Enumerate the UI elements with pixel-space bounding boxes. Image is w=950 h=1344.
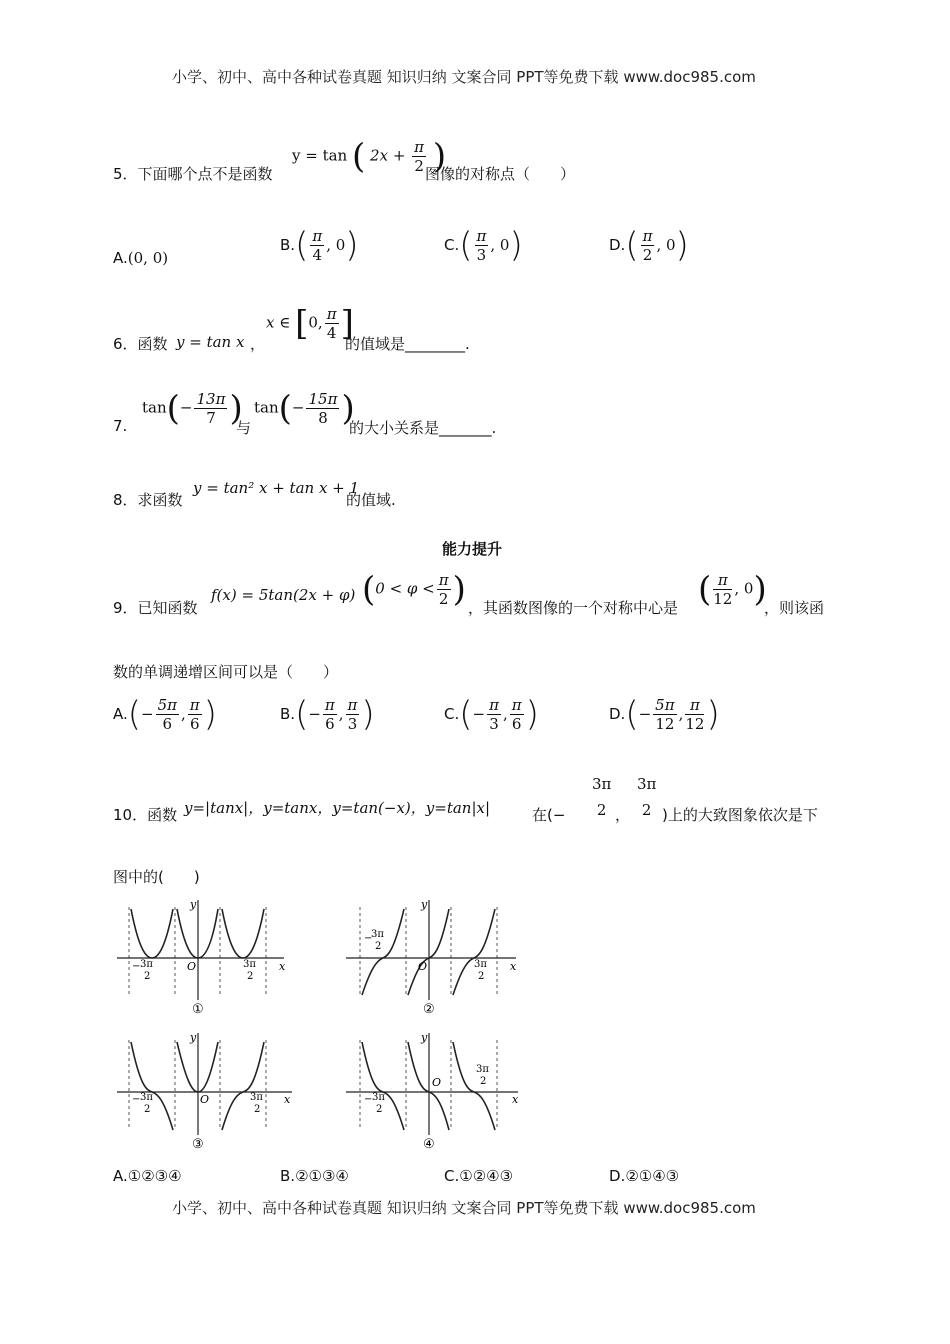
q9-a-den1: 6 (162, 715, 173, 733)
q5-d-rest: , 0 (656, 236, 676, 254)
graph-1-rnum: 3π (243, 959, 256, 970)
q7-expr-a: tan(− $\frac{13\pi}{7}$ ) (142, 388, 243, 429)
q5-option-a-text: (0, 0) (127, 249, 169, 267)
q5-option-c[interactable]: C.( $\frac{\pi}{3}$ , 0) (444, 225, 523, 266)
q7-number: 7. (113, 417, 128, 435)
q6-tail: 的值域是________. (345, 335, 470, 353)
q10-range-post: )上的大致图象依次是下 (662, 806, 818, 824)
q5-frac-den: 2 (414, 157, 424, 175)
q9-d-den1: 12 (655, 715, 675, 733)
q9-cond-num: π (438, 571, 449, 589)
q5-option-a-label: A. (113, 249, 128, 267)
graph-1-lnum: 3π (140, 959, 153, 970)
q10-frac-a (588, 775, 615, 819)
q9-d-num1: 5π (655, 696, 675, 714)
page-footer: 小学、初中、高中各种试卷真题 知识归纳 文案合同 PPT等免费下载 www.doc985.com (172, 1199, 756, 1217)
q9-cond-text: 0 < φ < (375, 579, 435, 598)
q6-frac-den: 4 (326, 324, 337, 342)
q9-b-den2: 3 (347, 715, 358, 733)
q9-b-num1: π (324, 696, 335, 714)
q7-mid: 与 (236, 419, 252, 437)
graph-3-x: x (284, 1093, 291, 1106)
q6-domain-var: x ∈ (266, 313, 291, 332)
q8-number: 8．求函数 (113, 491, 183, 509)
graph-1-o: O (187, 960, 197, 973)
graph-3 (112, 1030, 302, 1155)
graph-2-x: x (510, 960, 517, 973)
q9-center-rest: , 0 (734, 579, 754, 598)
graph-4-label: ④ (423, 1137, 435, 1152)
q9-center-num: π (713, 571, 732, 590)
graph-3-rnum: 3π (250, 1092, 263, 1103)
q9-option-d[interactable]: D.(− $\frac{5\pi}{12}$ , $\frac{\pi}{12}$ ) (609, 694, 720, 735)
q6-domain: x ∈ [0, $\frac{\pi}{4}$ ] (266, 303, 354, 344)
q7-b-den: 8 (318, 409, 328, 427)
page-header: 小学、初中、高中各种试卷真题 知识归纳 文案合同 PPT等免费下载 www.doc985.com (172, 68, 756, 86)
q10-option-d-label: D. (609, 1167, 626, 1185)
q7-b-tan: tan (254, 398, 279, 417)
q9-option-b[interactable]: B.(− $\frac{\pi}{6}$ , $\frac{\pi}{3}$ ) (280, 694, 375, 735)
q10-number: 10．函数 (113, 806, 178, 824)
q5-d-num: π (642, 227, 653, 245)
q5-c-den: 3 (476, 246, 487, 264)
q5-option-d-label: D. (609, 236, 626, 254)
q9-cond-den: 2 (438, 590, 449, 608)
q7-tail: 的大小关系是_______. (349, 419, 497, 437)
q5-number: 5．下面哪个点不是函数 (113, 165, 273, 183)
q5-func-left: y = tan (292, 146, 348, 165)
q5-option-c-label: C. (444, 236, 460, 254)
graph-4-rden: 2 (480, 1076, 487, 1087)
graph-2 (338, 895, 528, 1020)
q7-b-num: 15π (308, 390, 338, 408)
q9-option-c-label: C. (444, 705, 460, 723)
q5-c-rest: , 0 (490, 236, 510, 254)
graph-3-y: y (190, 1031, 197, 1044)
q9-c-num1: π (489, 696, 499, 714)
q5-b-den: 4 (312, 246, 323, 264)
q10-option-d[interactable] (609, 1167, 679, 1185)
q6-interval-left: 0, (308, 313, 323, 332)
q9-option-a[interactable]: A.(− $\frac{5\pi}{6}$ , $\frac{\pi}{6}$ ) (113, 694, 217, 735)
q8-tail: 的值域. (346, 491, 396, 509)
q9-mid: ，其函数图像的一个对称中心是 (468, 599, 679, 617)
q5-option-d[interactable]: D.( $\frac{\pi}{2}$ , 0) (609, 225, 689, 266)
graph-1-label: ① (192, 1002, 204, 1017)
q9-b-num2: π (347, 696, 358, 714)
q10-option-c-label: C. (444, 1167, 460, 1185)
q9-number: 9．已知函数 (113, 599, 198, 617)
graph-1-y: y (190, 898, 197, 911)
q10-option-a[interactable] (113, 1167, 182, 1185)
graph-4-o: O (432, 1076, 442, 1089)
q9-c-den1: 3 (489, 715, 499, 733)
q9-condition: (0 < φ < $\frac{\pi}{2}$ ) (362, 569, 466, 610)
q10-option-d-text: ②①④③ (625, 1167, 680, 1185)
q10-option-b[interactable] (280, 1167, 349, 1185)
q9-option-a-label: A. (113, 705, 128, 723)
graph-2-rden: 2 (478, 971, 485, 982)
q9-d-den2: 12 (685, 715, 705, 733)
q10-option-a-text: ①②③④ (127, 1167, 182, 1185)
q5-function: y = tan ( 2x + $\frac{\pi}{2}$ ) (292, 136, 447, 177)
q9-d-num2: π (685, 696, 704, 715)
q10-option-c[interactable] (444, 1167, 513, 1185)
graph-2-o: O (418, 960, 428, 973)
graph-1-neg: − (132, 961, 141, 972)
q6-comma: ， (250, 335, 266, 353)
graph-3-lden: 2 (144, 1104, 151, 1115)
q5-frac-num: π (414, 138, 425, 156)
q10-frac-b (633, 775, 660, 819)
graph-2-y: y (421, 898, 428, 911)
q10-a-den: 2 (596, 801, 607, 819)
q10-option-b-text: ②①③④ (295, 1167, 349, 1185)
q7-a-tan: tan (142, 398, 167, 417)
q5-option-b[interactable]: B.( $\frac{\pi}{4}$ , 0) (280, 225, 359, 266)
q10-functions: y=|tanx|，y=tanx，y=tan(−x)，y=tan|x| (184, 799, 491, 817)
q9-center-den: 12 (713, 590, 733, 608)
graph-3-neg: − (132, 1094, 141, 1105)
q6-frac-num: π (326, 305, 337, 323)
q5-b-num: π (312, 227, 323, 245)
graph-3-o: O (200, 1093, 210, 1106)
q10-sep: ， (615, 806, 631, 824)
q10-b-den: 2 (641, 801, 652, 819)
graph-4-lnum: 3π (372, 1092, 385, 1103)
graph-4-lden: 2 (376, 1104, 383, 1115)
graph-4-x: x (512, 1093, 519, 1106)
graph-3-rden: 2 (254, 1104, 261, 1115)
q9-a-num2: π (189, 696, 200, 714)
q9-function: f(x) = 5tan(2x + φ) (211, 586, 356, 604)
q10-a-num: 3π (592, 775, 612, 793)
q9-center: ( $\frac{\pi}{12}$ , 0) (698, 569, 767, 610)
q9-a-den2: 6 (189, 715, 200, 733)
q7-a-den: 7 (206, 409, 216, 427)
q10-line2: 图中的( ) (113, 868, 200, 886)
graph-2-rnum: 3π (474, 959, 487, 970)
graph-1-rden: 2 (247, 971, 254, 982)
q10-b-num: 3π (637, 775, 657, 793)
graph-1-x: x (279, 960, 286, 973)
q9-option-b-label: B. (280, 705, 296, 723)
q9-tail: ，则该函 (764, 599, 825, 617)
q5-option-a[interactable] (113, 249, 168, 267)
graph-4-y: y (421, 1031, 428, 1044)
q9-option-d-label: D. (609, 705, 626, 723)
graph-1 (112, 895, 302, 1020)
q9-c-den2: 6 (511, 715, 522, 733)
q7-a-num: 13π (196, 390, 226, 408)
q9-b-den1: 6 (325, 715, 335, 733)
q9-option-c[interactable]: C.(− $\frac{\pi}{3}$ , $\frac{\pi}{6}$ ) (444, 694, 539, 735)
q10-range-pre: 在(− (532, 806, 566, 824)
q5-option-b-label: B. (280, 236, 296, 254)
graph-3-lnum: 3π (140, 1092, 153, 1103)
q9-line2: 数的单调递增区间可以是（ ） (113, 663, 339, 681)
graph-3-label: ③ (192, 1137, 204, 1152)
graph-2-lnum: 3π (371, 929, 384, 940)
q5-tail: 图像的对称点（ ） (425, 165, 576, 183)
graph-1-lden: 2 (144, 971, 151, 982)
q6-number: 6．函数 (113, 335, 168, 353)
q9-a-num1: 5π (157, 696, 178, 714)
graph-2-label: ② (423, 1002, 435, 1017)
graph-2-lden: 2 (375, 941, 382, 952)
graph-4 (338, 1030, 528, 1155)
q5-c-num: π (476, 227, 487, 245)
graph-2-neg: − (364, 933, 373, 944)
q10-option-c-text: ①②④③ (459, 1167, 514, 1185)
graph-4-neg: − (364, 1094, 373, 1105)
q6-function: y = tan x (176, 333, 245, 351)
q9-c-num2: π (511, 696, 522, 714)
q7-expr-b: tan(− $\frac{15\pi}{8}$ ) (254, 388, 355, 429)
q10-option-b-label: B. (280, 1167, 296, 1185)
graph-4-rnum: 3π (476, 1064, 489, 1075)
section-title: 能力提升 (442, 540, 503, 558)
q8-function: y = tan² x + tan x + 1 (193, 479, 360, 497)
q10-option-a-label: A. (113, 1167, 128, 1185)
q5-d-den: 2 (642, 246, 653, 264)
q5-b-rest: , 0 (326, 236, 346, 254)
q5-func-inner: 2x + (370, 146, 406, 165)
